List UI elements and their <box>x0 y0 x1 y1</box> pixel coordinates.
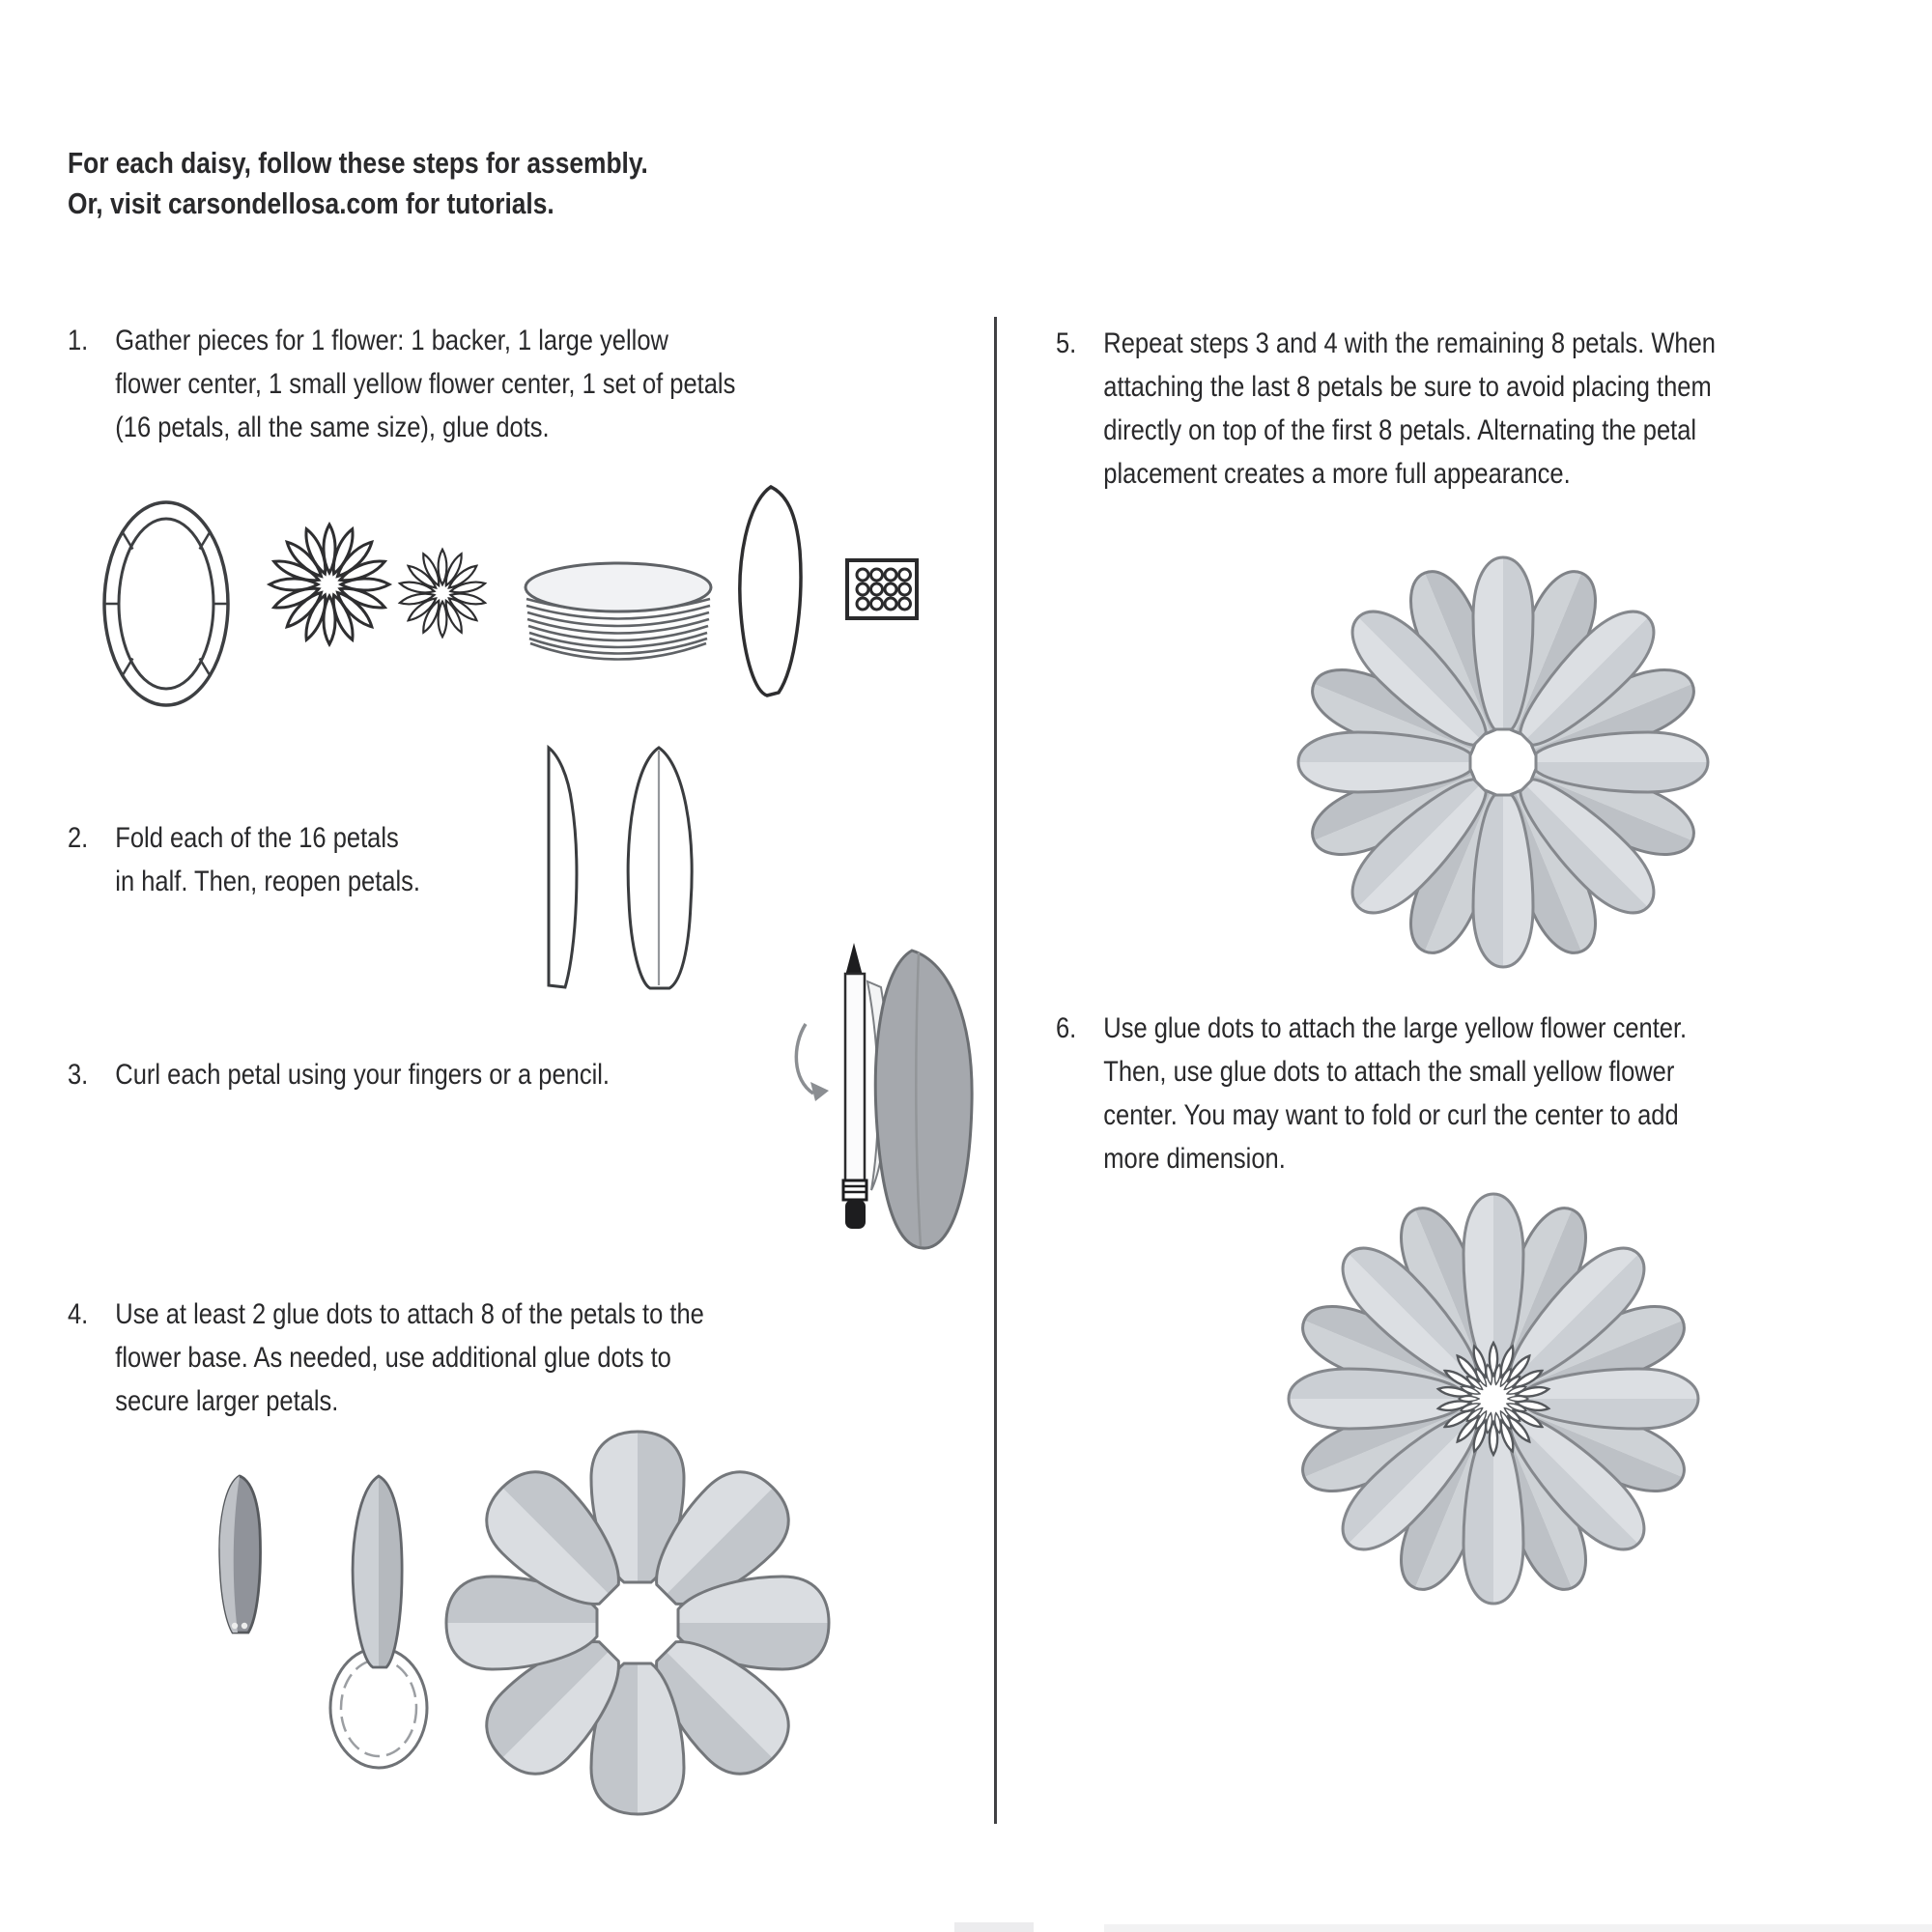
step-1-illustration <box>87 471 937 724</box>
curled-petal-with-glue-icon <box>220 1476 261 1633</box>
step-4 <box>68 1293 704 1423</box>
sixteen-petal-flower-icon <box>1298 557 1708 967</box>
curled-petal-icon <box>875 951 972 1248</box>
petal-on-ring-icon <box>330 1476 427 1768</box>
step-1-text: Gather pieces for 1 flower: 1 backer, 1 large yellow flower center, 1 small yellow flower center, 1 set of petals (16 petals, all the same size), glue dots. <box>115 325 736 443</box>
step-3-number: 3. <box>68 1059 89 1091</box>
step-5 <box>1056 322 1716 496</box>
clipped-bottom-element <box>954 1922 1034 1932</box>
step-5-illustration <box>1284 543 1722 981</box>
curl-arrow-icon <box>796 1024 829 1101</box>
step-4-text: Use at least 2 glue dots to attach 8 of the petals to the flower base. As needed, use additional glue dots to secure larger petals. <box>115 1298 704 1417</box>
page-header <box>68 143 648 224</box>
step-6-number: 6. <box>1056 1012 1077 1044</box>
reopened-petal-icon <box>628 748 692 988</box>
step-3-illustration <box>790 937 1017 1265</box>
step-6 <box>1056 1007 1687 1180</box>
petal-stack-icon <box>526 563 711 660</box>
backer-ring-icon <box>104 502 228 705</box>
step-4-number: 4. <box>68 1298 89 1330</box>
header-line-1: For each daisy, follow these steps for assembly. <box>68 146 648 180</box>
folded-petal-icon <box>549 748 577 987</box>
step-4-illustration <box>174 1430 869 1835</box>
single-petal-icon <box>740 487 801 696</box>
header-line-2: Or, visit carsondellosa.com for tutorials. <box>68 186 554 220</box>
small-flower-center-icon <box>399 550 486 638</box>
step-2-text: Fold each of the 16 petals in half. Then, reopen petals. <box>115 822 420 897</box>
step-2-illustration <box>533 744 736 1000</box>
step-5-number: 5. <box>1056 327 1077 359</box>
step-3 <box>68 1053 610 1096</box>
step-6-illustration <box>1274 1179 1713 1618</box>
step-3-text: Curl each petal using your fingers or a pencil. <box>115 1059 611 1091</box>
step-1-number: 1. <box>68 325 89 356</box>
large-flower-center-icon <box>270 525 389 644</box>
glue-dots-icon <box>847 560 917 618</box>
step-1 <box>68 319 735 449</box>
clipped-bottom-element <box>1104 1924 1932 1932</box>
eight-petal-flower-icon <box>446 1432 829 1814</box>
step-2 <box>68 816 420 903</box>
step-2-number: 2. <box>68 822 89 854</box>
step-6-text: Use glue dots to attach the large yellow flower center. Then, use glue dots to attach the small yellow flower center. You may want to fold or curl the center to add more dimension. <box>1103 1012 1688 1175</box>
step-5-text: Repeat steps 3 and 4 with the remaining 8 petals. When attaching the last 8 petals be sure to avoid placing them directly on top of the first 8 petals. Alternating the petal placement creates a more full appearance. <box>1103 327 1716 490</box>
pencil-icon <box>843 943 867 1229</box>
